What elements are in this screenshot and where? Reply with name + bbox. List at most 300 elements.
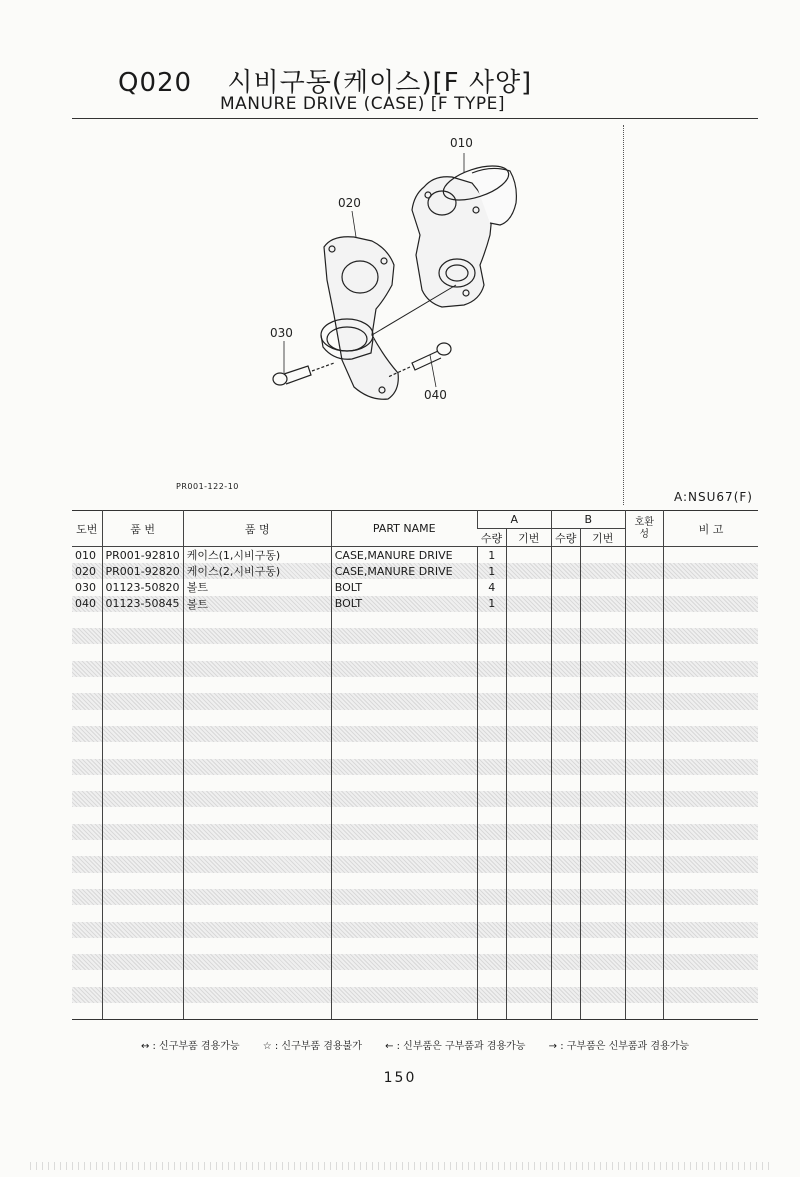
table-cell	[183, 742, 331, 758]
table-row	[72, 938, 758, 954]
table-cell	[506, 824, 551, 840]
table-cell	[625, 938, 663, 954]
table-cell	[331, 612, 477, 628]
table-cell	[551, 644, 580, 660]
table-cell	[663, 742, 758, 758]
table-row	[72, 856, 758, 872]
table-row	[72, 710, 758, 726]
table-cell	[477, 628, 506, 644]
table-cell	[506, 693, 551, 709]
header-qty-b: 수량	[551, 529, 580, 547]
table-cell	[663, 922, 758, 938]
table-cell	[331, 856, 477, 872]
table-cell	[102, 791, 183, 807]
table-cell	[331, 644, 477, 660]
table-cell: 01123-50845	[102, 596, 183, 612]
table-cell	[580, 628, 625, 644]
page-subtitle: MANURE DRIVE (CASE) [F TYPE]	[220, 94, 506, 114]
table-cell	[477, 612, 506, 628]
table-cell	[580, 661, 625, 677]
table-cell	[183, 807, 331, 823]
table-cell	[477, 840, 506, 856]
table-cell	[102, 873, 183, 889]
table-cell	[506, 644, 551, 660]
table-cell	[580, 922, 625, 938]
table-cell	[580, 856, 625, 872]
table-cell	[551, 791, 580, 807]
table-cell	[580, 889, 625, 905]
table-row	[72, 596, 758, 612]
table-cell	[72, 824, 102, 840]
table-cell	[625, 889, 663, 905]
table-cell	[625, 873, 663, 889]
table-cell	[477, 824, 506, 840]
table-cell	[551, 889, 580, 905]
table-cell	[663, 938, 758, 954]
table-cell	[506, 791, 551, 807]
table-cell	[102, 742, 183, 758]
table-cell	[580, 807, 625, 823]
callout-010: 010	[450, 136, 473, 150]
table-row	[72, 579, 758, 595]
table-cell	[551, 759, 580, 775]
table-cell	[506, 807, 551, 823]
table-cell	[625, 726, 663, 742]
table-cell	[506, 759, 551, 775]
table-cell	[625, 791, 663, 807]
table-cell	[183, 1003, 331, 1019]
table-cell	[331, 938, 477, 954]
table-cell	[580, 547, 625, 564]
table-cell	[102, 807, 183, 823]
table-cell	[625, 661, 663, 677]
table-cell	[506, 970, 551, 986]
table-cell	[551, 579, 580, 595]
table-cell: 볼트	[183, 579, 331, 595]
table-row	[72, 644, 758, 660]
table-cell	[183, 661, 331, 677]
table-cell	[72, 987, 102, 1003]
table-cell	[102, 970, 183, 986]
table-cell: 4	[477, 579, 506, 595]
scan-edge	[30, 1162, 770, 1170]
table-cell	[625, 579, 663, 595]
table-cell	[551, 807, 580, 823]
table-cell	[551, 596, 580, 612]
table-cell	[72, 628, 102, 644]
table-cell	[663, 807, 758, 823]
table-cell	[72, 726, 102, 742]
header-group-b: B	[551, 511, 625, 529]
table-cell	[506, 954, 551, 970]
table-cell	[102, 644, 183, 660]
table-cell	[72, 612, 102, 628]
table-cell	[551, 742, 580, 758]
table-cell	[477, 889, 506, 905]
table-cell	[72, 693, 102, 709]
table-cell	[625, 547, 663, 564]
table-cell	[551, 905, 580, 921]
table-cell	[331, 873, 477, 889]
legend-item: ↔ : 신구부품 겸용가능	[140, 1041, 240, 1052]
table-cell	[477, 759, 506, 775]
table-cell: 020	[72, 563, 102, 579]
table-cell	[663, 596, 758, 612]
table-cell	[506, 742, 551, 758]
table-cell	[551, 1003, 580, 1019]
figure-separator	[623, 125, 624, 505]
table-cell	[625, 759, 663, 775]
table-cell	[506, 856, 551, 872]
table-cell	[72, 856, 102, 872]
table-cell	[506, 579, 551, 595]
legend-item: ☆ : 신구부품 겸용불가	[262, 1041, 362, 1052]
table-cell	[580, 677, 625, 693]
table-cell	[477, 905, 506, 921]
table-row	[72, 970, 758, 986]
table-cell	[506, 889, 551, 905]
table-cell	[506, 726, 551, 742]
table-cell	[72, 1003, 102, 1019]
table-cell	[331, 775, 477, 791]
table-cell	[72, 922, 102, 938]
header-part-no: 품 번	[102, 511, 183, 547]
table-cell	[663, 547, 758, 564]
table-cell	[625, 905, 663, 921]
table-cell	[183, 775, 331, 791]
table-cell	[331, 791, 477, 807]
table-cell	[183, 905, 331, 921]
table-cell	[580, 824, 625, 840]
table-cell	[625, 807, 663, 823]
table-cell	[663, 1003, 758, 1019]
table-row	[72, 547, 758, 564]
table-cell	[72, 970, 102, 986]
table-cell	[580, 1003, 625, 1019]
table-cell	[625, 563, 663, 579]
table-cell	[580, 644, 625, 660]
table-cell: PR001-92820	[102, 563, 183, 579]
table-cell	[506, 612, 551, 628]
table-row	[72, 987, 758, 1003]
table-cell	[72, 791, 102, 807]
table-cell	[506, 710, 551, 726]
table-cell: CASE,MANURE DRIVE	[331, 547, 477, 564]
table-cell	[477, 938, 506, 954]
table-row	[72, 905, 758, 921]
table-cell	[506, 905, 551, 921]
table-cell	[477, 693, 506, 709]
table-cell	[551, 775, 580, 791]
table-row	[72, 954, 758, 970]
table-cell	[663, 710, 758, 726]
table-cell	[477, 856, 506, 872]
table-cell	[102, 954, 183, 970]
table-cell	[331, 628, 477, 644]
table-cell	[331, 840, 477, 856]
table-cell	[183, 612, 331, 628]
table-cell	[551, 677, 580, 693]
compatibility-legend	[72, 1037, 758, 1052]
table-cell	[663, 677, 758, 693]
parts-table	[72, 510, 758, 1020]
table-cell	[506, 938, 551, 954]
table-cell	[625, 612, 663, 628]
table-row	[72, 612, 758, 628]
table-cell	[625, 824, 663, 840]
table-cell: CASE,MANURE DRIVE	[331, 563, 477, 579]
table-cell	[663, 612, 758, 628]
table-cell	[72, 710, 102, 726]
table-cell	[102, 726, 183, 742]
table-cell	[72, 759, 102, 775]
table-cell	[477, 742, 506, 758]
table-cell	[663, 759, 758, 775]
table-cell	[663, 726, 758, 742]
table-cell	[663, 644, 758, 660]
table-cell	[183, 840, 331, 856]
table-cell	[477, 791, 506, 807]
header-machine-b: 기번	[580, 529, 625, 547]
table-cell	[580, 726, 625, 742]
bolt-030-drawing	[273, 363, 334, 385]
table-cell	[183, 824, 331, 840]
table-cell	[183, 759, 331, 775]
table-cell	[663, 563, 758, 579]
header-part-name-kr: 품 명	[183, 511, 331, 547]
table-cell	[551, 954, 580, 970]
table-cell	[331, 922, 477, 938]
table-cell	[625, 987, 663, 1003]
table-cell	[506, 628, 551, 644]
table-cell	[580, 742, 625, 758]
table-cell	[663, 905, 758, 921]
table-cell	[551, 661, 580, 677]
exploded-parts-diagram	[72, 125, 624, 505]
table-cell	[183, 873, 331, 889]
table-cell	[663, 970, 758, 986]
table-cell	[625, 775, 663, 791]
table-cell	[331, 807, 477, 823]
table-cell	[506, 987, 551, 1003]
header-ref-no: 도번	[72, 511, 102, 547]
table-cell	[183, 726, 331, 742]
table-cell	[663, 856, 758, 872]
table-cell	[331, 970, 477, 986]
table-cell	[331, 824, 477, 840]
table-cell	[663, 628, 758, 644]
table-cell	[580, 938, 625, 954]
table-cell	[551, 710, 580, 726]
table-cell	[72, 938, 102, 954]
table-cell	[477, 970, 506, 986]
header-part-name: PART NAME	[331, 511, 477, 547]
table-cell	[183, 922, 331, 938]
table-cell	[331, 1003, 477, 1019]
table-cell: 1	[477, 563, 506, 579]
table-cell	[102, 693, 183, 709]
table-cell	[625, 742, 663, 758]
table-row	[72, 693, 758, 709]
table-cell	[506, 661, 551, 677]
table-cell	[477, 775, 506, 791]
table-cell	[72, 677, 102, 693]
table-row	[72, 775, 758, 791]
table-cell	[331, 954, 477, 970]
table-cell	[663, 775, 758, 791]
table-cell: BOLT	[331, 579, 477, 595]
table-cell	[580, 693, 625, 709]
table-cell	[625, 677, 663, 693]
table-cell	[72, 775, 102, 791]
table-cell	[580, 579, 625, 595]
table-row	[72, 759, 758, 775]
header-remarks: 비 고	[663, 511, 758, 547]
table-cell	[663, 987, 758, 1003]
table-cell	[72, 954, 102, 970]
table-cell	[477, 987, 506, 1003]
table-cell	[477, 677, 506, 693]
table-cell	[580, 905, 625, 921]
table-cell	[477, 954, 506, 970]
header-machine-a: 기번	[506, 529, 551, 547]
table-cell	[551, 840, 580, 856]
table-row	[72, 677, 758, 693]
table-cell	[183, 710, 331, 726]
table-cell	[331, 710, 477, 726]
table-cell	[551, 726, 580, 742]
table-cell	[580, 954, 625, 970]
table-row	[72, 922, 758, 938]
table-cell	[551, 873, 580, 889]
table-cell	[663, 824, 758, 840]
table-cell: BOLT	[331, 596, 477, 612]
table-cell	[625, 710, 663, 726]
table-cell	[580, 791, 625, 807]
table-cell	[580, 759, 625, 775]
table-cell	[580, 987, 625, 1003]
table-cell	[625, 970, 663, 986]
table-cell: 030	[75, 580, 96, 594]
table-cell	[183, 938, 331, 954]
table-row	[72, 840, 758, 856]
table-cell: 1	[477, 547, 506, 564]
table-cell	[331, 693, 477, 709]
table-cell	[625, 1003, 663, 1019]
table-row	[72, 661, 758, 677]
figure-code: PR001-122-10	[176, 482, 239, 491]
table-cell	[331, 661, 477, 677]
table-row	[72, 791, 758, 807]
table-cell	[477, 1003, 506, 1019]
table-cell	[102, 1003, 183, 1019]
table-cell	[183, 791, 331, 807]
table-cell	[625, 954, 663, 970]
table-cell: 1	[477, 596, 506, 612]
table-cell	[477, 807, 506, 823]
table-row	[72, 563, 758, 579]
table-cell	[551, 922, 580, 938]
table-cell	[506, 547, 551, 564]
model-code: A:NSU67(F)	[674, 490, 753, 504]
table-cell	[625, 644, 663, 660]
table-cell	[72, 742, 102, 758]
table-cell	[506, 596, 551, 612]
table-cell	[72, 661, 102, 677]
table-cell	[551, 563, 580, 579]
table-cell	[580, 596, 625, 612]
table-cell	[580, 612, 625, 628]
table-cell	[580, 775, 625, 791]
table-row	[72, 742, 758, 758]
table-cell	[506, 873, 551, 889]
table-cell	[102, 987, 183, 1003]
table-cell	[183, 987, 331, 1003]
table-cell	[580, 970, 625, 986]
table-cell	[663, 889, 758, 905]
legend-item: ← : 신부품은 구부품과 겸용가능	[385, 1041, 526, 1052]
table-cell	[72, 644, 102, 660]
table-cell	[663, 693, 758, 709]
table-cell	[551, 856, 580, 872]
table-row	[72, 807, 758, 823]
table-cell	[102, 628, 183, 644]
table-cell	[663, 840, 758, 856]
table-row	[72, 1003, 758, 1019]
table-cell	[580, 710, 625, 726]
table-cell	[102, 661, 183, 677]
table-cell	[551, 987, 580, 1003]
table-cell	[72, 873, 102, 889]
table-cell	[551, 628, 580, 644]
case-2-drawing	[324, 237, 398, 400]
table-cell	[477, 726, 506, 742]
table-cell	[183, 954, 331, 970]
table-cell: 볼트	[183, 596, 331, 612]
table-cell	[506, 677, 551, 693]
table-cell	[183, 677, 331, 693]
table-row	[72, 628, 758, 644]
page-code: Q020	[118, 68, 193, 98]
table-cell	[331, 987, 477, 1003]
table-cell	[580, 873, 625, 889]
table-cell	[102, 856, 183, 872]
page-number: 150	[383, 1070, 417, 1086]
table-cell	[102, 889, 183, 905]
table-cell: 01123-50820	[102, 579, 183, 595]
page-title-kr: 시비구동(케이스)[F 사양]	[227, 68, 533, 98]
table-cell	[551, 693, 580, 709]
table-cell	[331, 742, 477, 758]
table-cell	[331, 889, 477, 905]
table-cell	[625, 840, 663, 856]
table-cell	[102, 840, 183, 856]
table-cell	[102, 775, 183, 791]
table-cell	[183, 889, 331, 905]
table-cell: 케이스(2,시비구동)	[183, 563, 331, 579]
table-cell	[551, 547, 580, 564]
table-cell	[580, 563, 625, 579]
callout-020: 020	[338, 196, 361, 210]
table-cell	[477, 644, 506, 660]
table-cell	[102, 677, 183, 693]
callout-030: 030	[270, 326, 293, 340]
table-cell	[183, 628, 331, 644]
table-cell	[477, 873, 506, 889]
table-cell	[102, 905, 183, 921]
table-cell	[663, 791, 758, 807]
table-cell	[331, 677, 477, 693]
